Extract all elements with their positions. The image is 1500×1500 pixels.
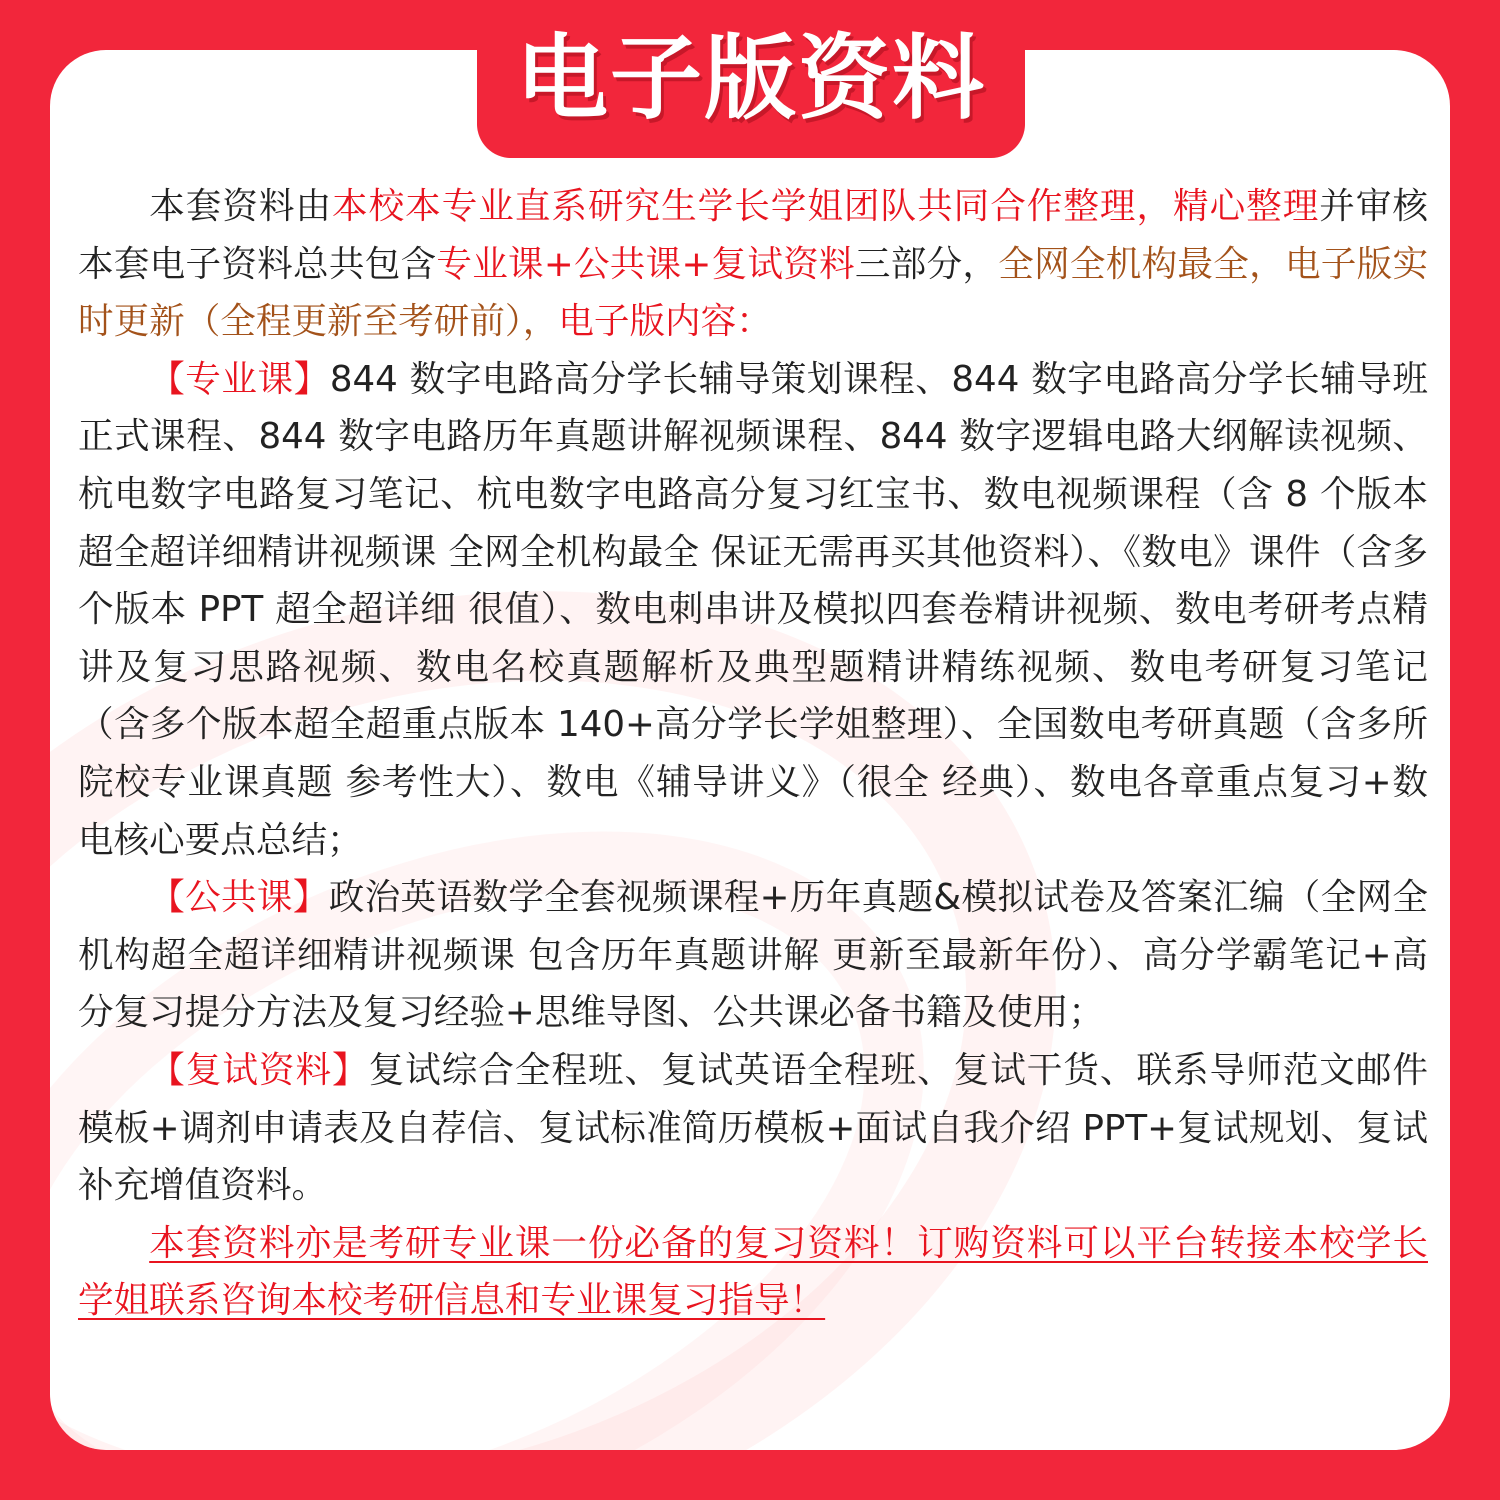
major-section — [78, 351, 1428, 869]
footer-note-paragraph — [78, 1215, 1428, 1330]
body-text — [78, 178, 1428, 1330]
intro-parts: 专业课+公共课+复试资料 — [436, 243, 855, 285]
public-text: 政治英语数学全套视频课程+历年真题&模拟试卷及答案汇编（全网全机构超全超详细精讲视频课 包含历年真题讲解 更新至最新年份）、高分学霸笔记+高分复习提分方法及复习经验+思维导图、公共课必备书籍及使用； — [78, 877, 1428, 1034]
intro-suffix: 三部分， — [854, 243, 999, 285]
public-label: 【公共课】 — [149, 877, 329, 919]
intro-mid: 并审核本套电子资料总共包含 — [78, 186, 1429, 285]
title-tab — [477, 0, 1025, 158]
retest-text: 复试综合全程班、复试英语全程班、复试干货、联系导师范文邮件模板+调剂申请表及自荐信、复试标准简历模板+面试自我介绍 PPT+复试规划、复试补充增值资料。 — [78, 1049, 1429, 1207]
intro-claim: 全网全机构最全，电子版实时更新（全程更新至考研前）， — [78, 243, 1429, 343]
retest-section — [78, 1042, 1428, 1215]
retest-label: 【复试资料】 — [149, 1049, 369, 1091]
intro-content-label: 电子版内容： — [558, 301, 772, 343]
intro-team: 本校本专业直系研究生学长学姐团队共同合作整理，精心整理 — [332, 186, 1320, 227]
intro-prefix: 本套资料由 — [149, 186, 333, 227]
page-title: 电子版资料 — [515, 25, 986, 132]
intro-paragraph — [78, 178, 1428, 351]
major-label: 【专业课】 — [149, 358, 330, 400]
major-text: 844 数字电路高分学长辅导策划课程、844 数字电路高分学长辅导班正式课程、844 数字电路历年真题讲解视频课程、844 数字逻辑电路大纲解读视频、杭电数字电路复习笔记、杭电数字电路高分复习红宝书、数电视频课程（含 8 个版本超全超详细精讲视频课 全网全机构最全 保证无需再买其他资料）、《数电》课件（含多个版本 PPT 超全超详细 很值）、数电刺串讲及模拟四套卷精讲视频、数电考研考点精讲及复习思路视频、数电名校真题解析及典型题精讲精练视频、数电考研复习笔记（含多个版本超全超重点版本 140+高分学长学姐整理）、全国数电考研真题（含多所院校专业课真题 参考性大）、数电《辅导讲义》（很全 经典）、数电各章重点复习+数电核心要点总结； — [78, 358, 1429, 861]
footer-note: 本套资料亦是考研专业课一份必备的复习资料！订购资料可以平台转接本校学长学姐联系咨询本校考研信息和专业课复习指导！ — [78, 1222, 1428, 1322]
public-section — [78, 869, 1428, 1042]
